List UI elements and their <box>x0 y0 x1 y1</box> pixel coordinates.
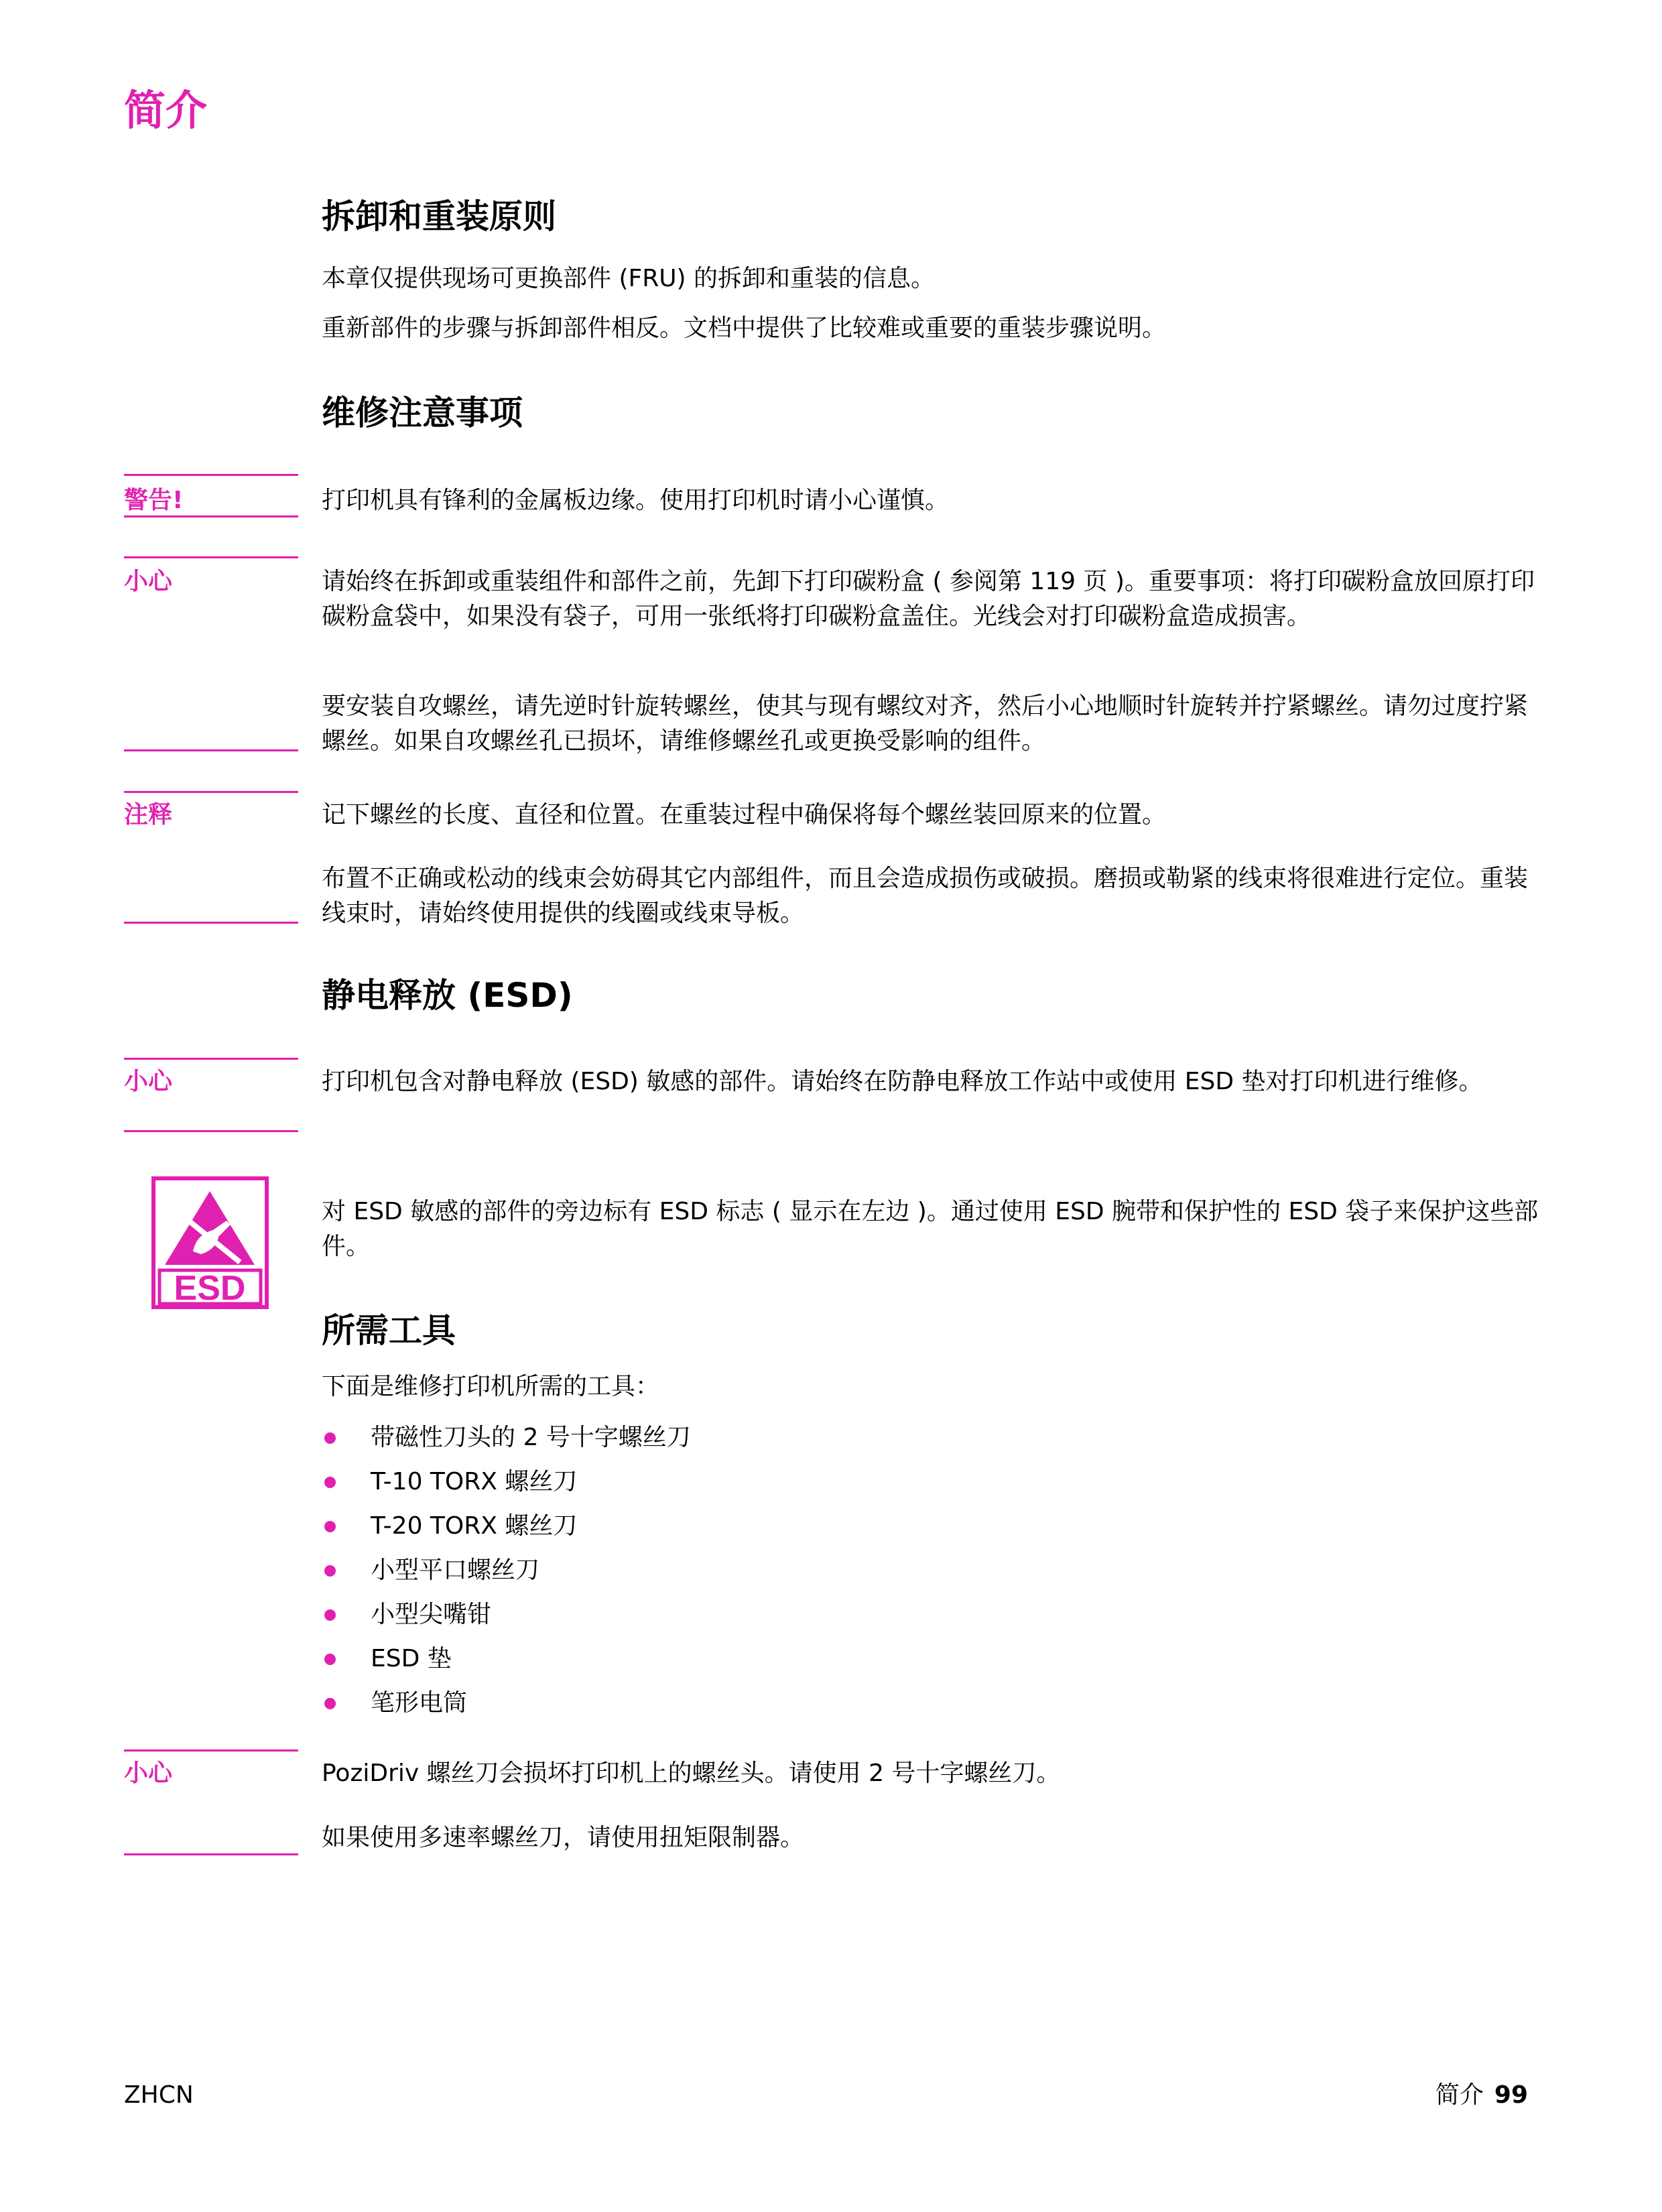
esd-logo-text: ESD <box>174 1269 246 1308</box>
heading-precautions: 维修注意事项 <box>322 393 523 432</box>
list-item <box>322 1416 691 1460</box>
list-item <box>322 1504 691 1548</box>
footer-page-number: 99 <box>1494 2081 1528 2109</box>
heading-esd: 静电释放 (ESD) <box>322 976 573 1015</box>
esd-caution-rule-top <box>124 1058 298 1060</box>
note-rule-top <box>124 791 298 793</box>
heading-tools: 所需工具 <box>322 1311 456 1350</box>
caution-rule-top <box>124 556 298 558</box>
note-text-2: 布置不正确或松动的线束会妨碍其它内部组件，而且会造成损伤或破损。磨损或勒紧的线束将很难进行定位。重装线束时，请始终使用提供的线圈或线束导板。 <box>322 865 1529 927</box>
note-rule-bottom <box>124 922 298 924</box>
removal-paragraph-2: 重新部件的步骤与拆卸部件相反。文档中提供了比较难或重要的重装步骤说明。 <box>322 314 1167 342</box>
bullet-icon <box>324 1565 336 1577</box>
list-item-text: 小型平口螺丝刀 <box>371 1556 540 1584</box>
esd-caution-label: 小心 <box>124 1068 173 1095</box>
bullet-icon <box>324 1654 336 1665</box>
heading-removal: 拆卸和重装原则 <box>322 197 556 236</box>
bullet-icon <box>324 1698 336 1709</box>
list-item-text: ESD 垫 <box>371 1645 452 1672</box>
tools-caution-rule-bottom <box>124 1853 298 1855</box>
caution-text-2: 要安装自攻螺丝，请先逆时针旋转螺丝，使其与现有螺纹对齐，然后小心地顺时针旋转并拧紧螺丝。请勿过度拧紧螺丝。如果自攻螺丝孔已损坏，请维修螺丝孔或更换受影响的组件。 <box>322 692 1529 755</box>
esd-caution-text: 打印机包含对静电释放 (ESD) 敏感的部件。请始终在防静电释放工作站中或使用 ESD 垫对打印机进行维修。 <box>322 1068 1483 1095</box>
note-text-1: 记下螺丝的长度、直径和位置。在重装过程中确保将每个螺丝装回原来的位置。 <box>322 801 1167 828</box>
caution-rule-bottom <box>124 749 298 751</box>
esd-warning-icon <box>151 1176 269 1309</box>
list-item-text: 笔形电筒 <box>371 1689 468 1717</box>
chapter-title: 简介 <box>124 86 208 135</box>
footer-page-info <box>1435 2078 1528 2113</box>
list-item <box>322 1460 691 1504</box>
list-item-text: 小型尖嘴钳 <box>371 1601 492 1628</box>
list-item-text: T-20 TORX 螺丝刀 <box>371 1512 578 1540</box>
tools-list <box>322 1416 691 1725</box>
esd-text: 对 ESD 敏感的部件的旁边标有 ESD 标志 ( 显示在左边 )。通过使用 ESD 腕带和保护性的 ESD 袋子来保护这些部件。 <box>322 1198 1539 1260</box>
caution-label: 小心 <box>124 568 173 595</box>
note-label: 注释 <box>124 801 173 828</box>
caution-text-1: 请始终在拆卸或重装组件和部件之前，先卸下打印碳粉盒 ( 参阅第 119 页 )。重要事项：将打印碳粉盒放回原打印碳粉盒袋中，如果没有袋子，可用一张纸将打印碳粉盒盖住。光线会对打印碳粉盒造成损害。 <box>322 568 1535 630</box>
list-item <box>322 1637 691 1681</box>
bullet-icon <box>324 1609 336 1621</box>
list-item <box>322 1548 691 1593</box>
list-item <box>322 1593 691 1637</box>
bullet-icon <box>324 1521 336 1532</box>
bullet-icon <box>324 1432 336 1444</box>
footer-section: 简介 <box>1435 2081 1484 2109</box>
removal-paragraph-1: 本章仅提供现场可更换部件 (FRU) 的拆卸和重装的信息。 <box>322 265 936 292</box>
tools-intro: 下面是维修打印机所需的工具： <box>322 1373 660 1400</box>
list-item <box>322 1681 691 1725</box>
warning-rule-top <box>124 474 298 476</box>
footer-locale: ZHCN <box>124 2081 194 2109</box>
tools-caution-text-1: PoziDriv 螺丝刀会损坏打印机上的螺丝头。请使用 2 号十字螺丝刀。 <box>322 1760 1061 1787</box>
list-item-text: T-10 TORX 螺丝刀 <box>371 1468 578 1495</box>
warning-rule-bottom <box>124 515 298 517</box>
tools-caution-text-2: 如果使用多速率螺丝刀，请使用扭矩限制器。 <box>322 1824 805 1851</box>
bullet-icon <box>324 1477 336 1488</box>
warning-text: 打印机具有锋利的金属板边缘。使用打印机时请小心谨慎。 <box>322 487 950 514</box>
tools-caution-rule-top <box>124 1749 298 1752</box>
warning-label: 警告! <box>124 487 184 514</box>
list-item-text: 带磁性刀头的 2 号十字螺丝刀 <box>371 1424 691 1451</box>
tools-caution-label: 小心 <box>124 1760 173 1787</box>
esd-caution-rule-bottom <box>124 1130 298 1132</box>
